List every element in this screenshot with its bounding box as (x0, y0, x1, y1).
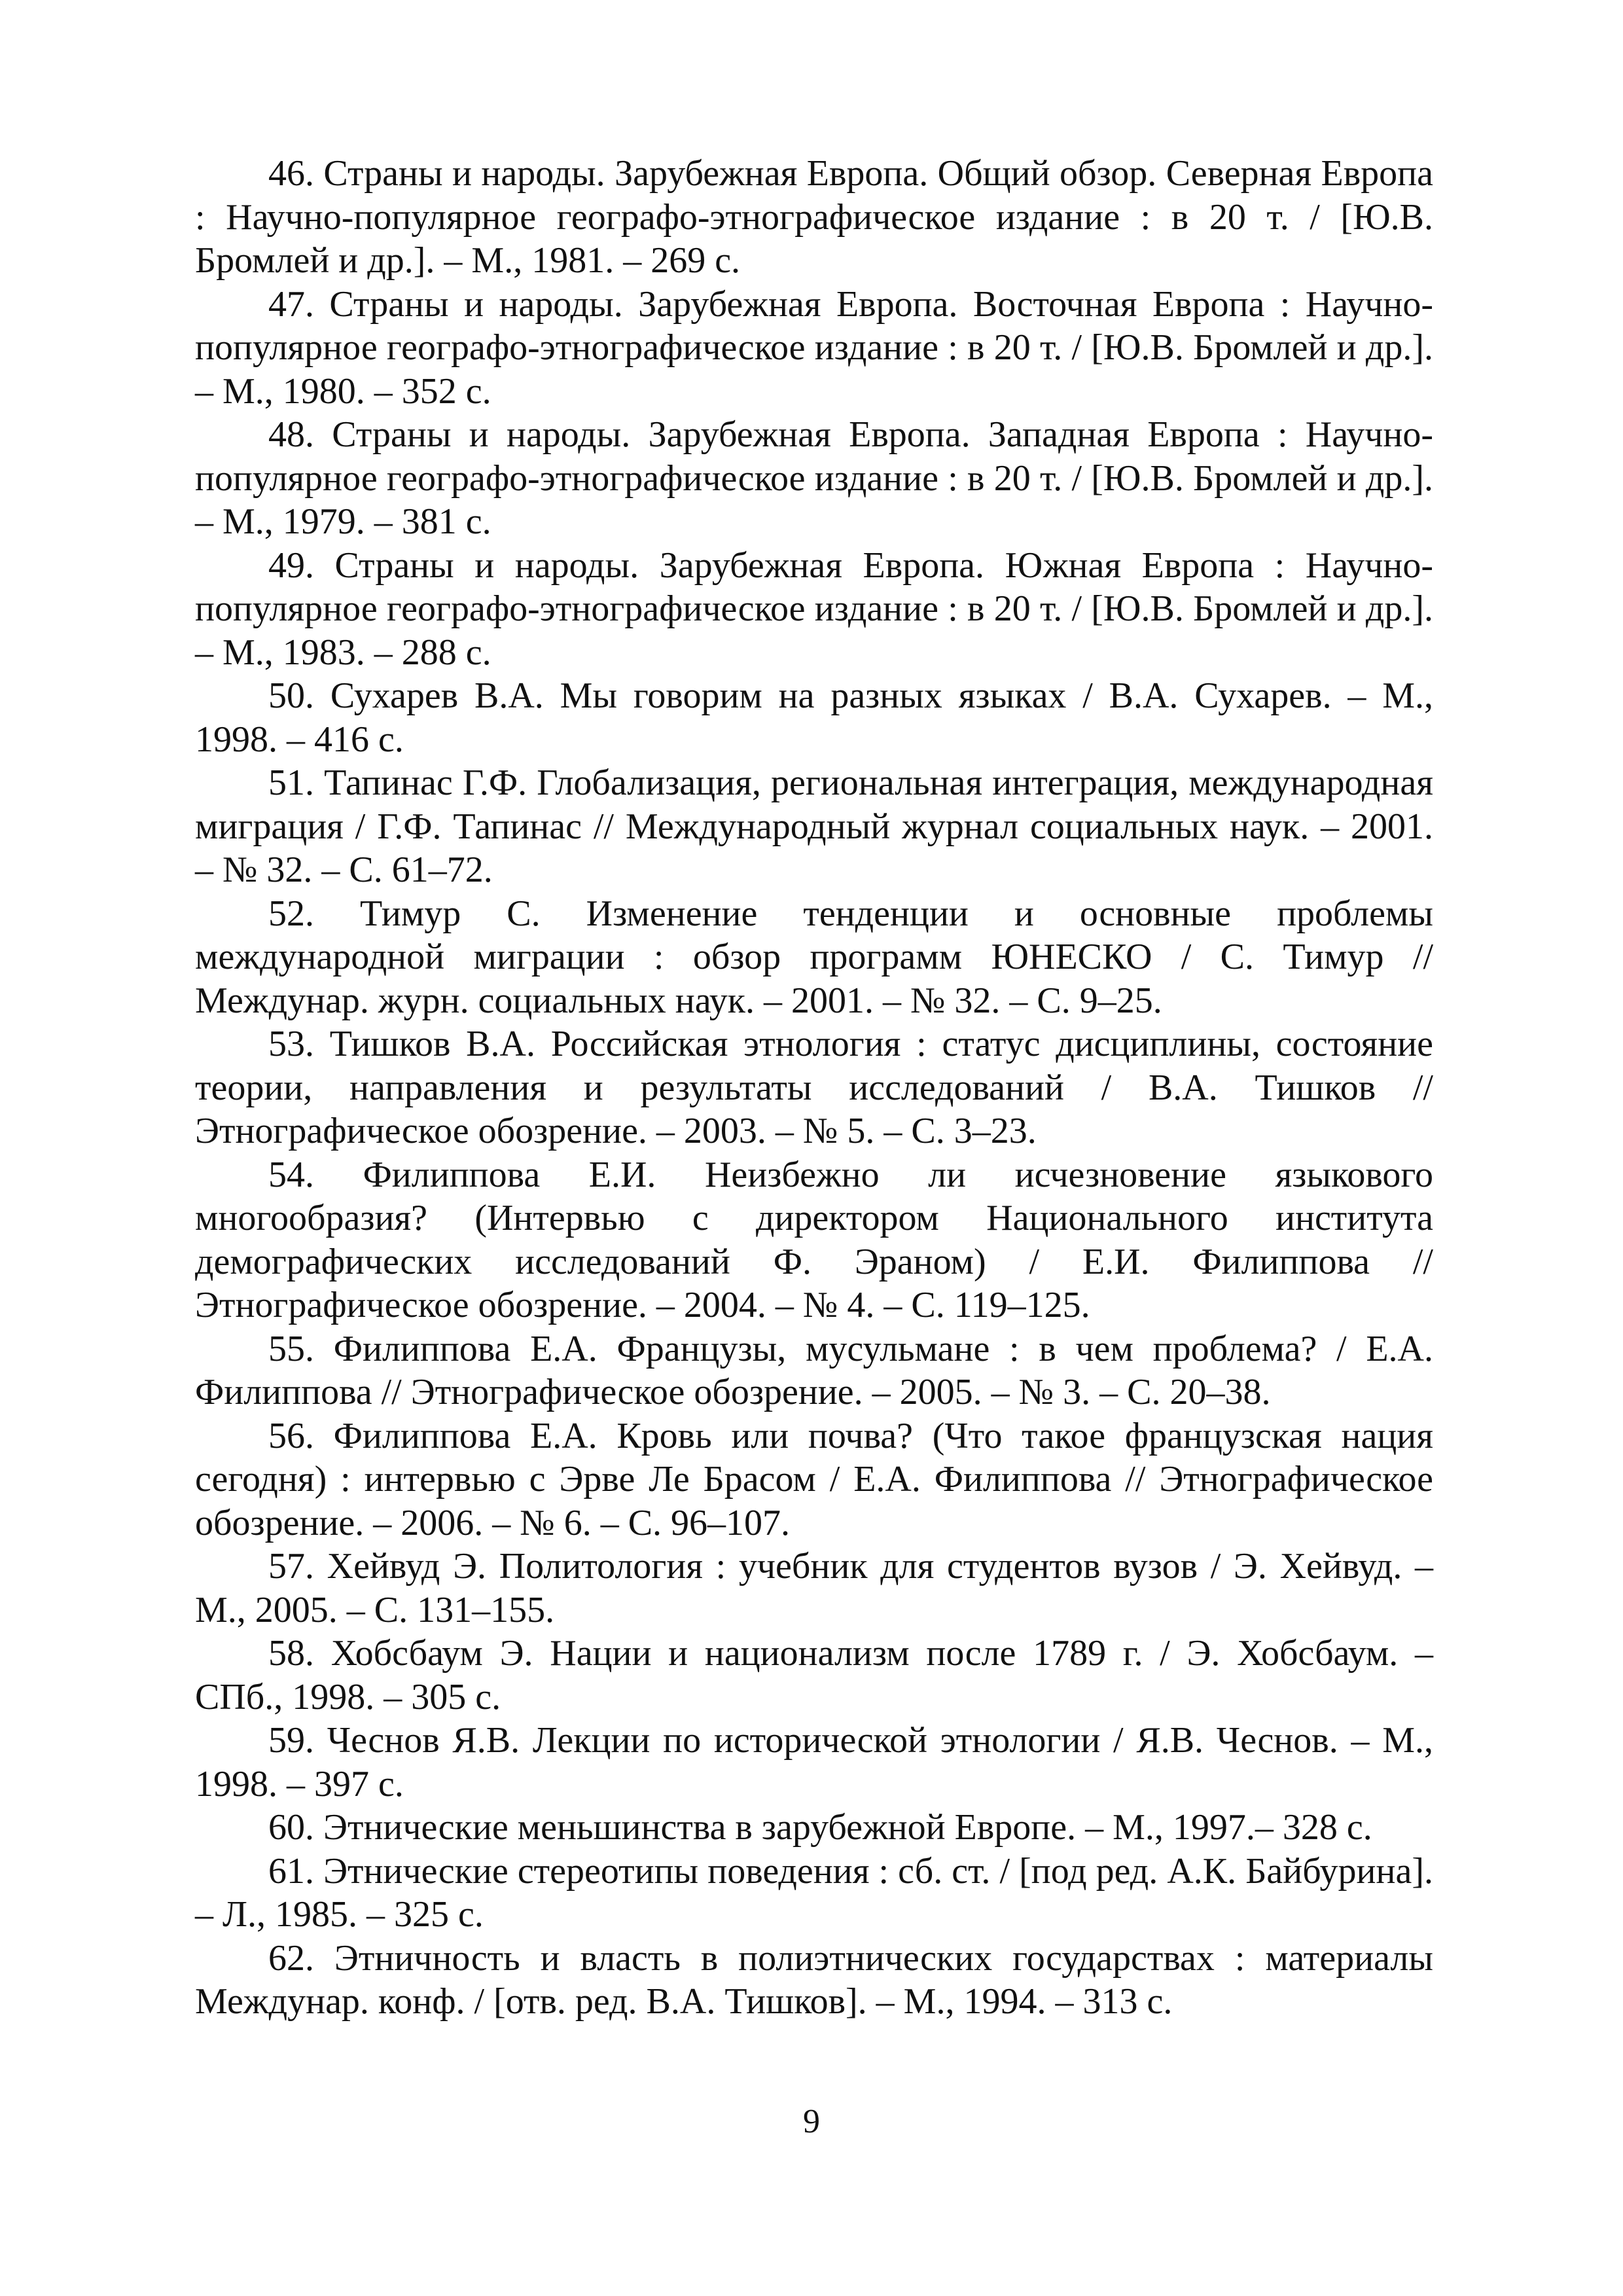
bibliography-list (195, 152, 1433, 2024)
bibliography-entry: 52. Тимур С. Изменение тенденции и основные проблемы международной миграции : обзор программ ЮНЕСКО / С. Тимур // Междунар. журн. социальных наук. – 2001. – № 32. – С. 9–25. (195, 893, 1433, 1021)
bibliography-entry: 54. Филиппова Е.И. Неизбежно ли исчезновение языкового многообразия? (Интервью с директором Национального института демографических исследований Ф. Эраном) / Е.И. Филиппова // Этнографическое обозрение. – 2004. – № 4. – С. 119–125. (195, 1154, 1433, 1325)
bibliography-entry: 56. Филиппова Е.А. Кровь или почва? (Что такое французская нация сегодня) : интервью с Эрве Ле Брасом / Е.А. Филиппова // Этнографическое обозрение. – 2006. – № 6. – С. 96–107. (195, 1415, 1433, 1543)
bibliography-entry: 46. Страны и народы. Зарубежная Европа. Общий обзор. Северная Европа : Научно-популярное географо-этнографическое издание : в 20 т. / [Ю.В. Бромлей и др.]. – М., 1981. – 269 с. (195, 153, 1433, 281)
bibliography-entry: 50. Сухарев В.А. Мы говорим на разных языках / В.А. Сухарев. – М., 1998. – 416 с. (195, 675, 1433, 760)
bibliography-entry: 58. Хобсбаум Э. Нации и национализм после 1789 г. / Э. Хобсбаум. – СПб., 1998. – 305 с. (195, 1633, 1433, 1717)
bibliography-entry: 59. Чеснов Я.В. Лекции по исторической этнологии / Я.В. Чеснов. – М., 1998. – 397 с. (195, 1720, 1433, 1804)
bibliography-entry: 53. Тишков В.А. Российская этнология : статус дисциплины, состояние теории, направления и результаты исследований / В.А. Тишков // Этнографическое обозрение. – 2003. – № 5. – С. 3–23. (195, 1024, 1433, 1151)
bibliography-entry: 48. Страны и народы. Зарубежная Европа. Западная Европа : Научно-популярное географо-этнографическое издание : в 20 т. / [Ю.В. Бромлей и др.]. – М., 1979. – 381 с. (195, 414, 1433, 542)
bibliography-entry: 61. Этнические стереотипы поведения : сб. ст. / [под ред. А.К. Байбурина]. – Л., 1985. – 325 с. (195, 1850, 1433, 1935)
bibliography-entry: 57. Хейвуд Э. Политология : учебник для студентов вузов / Э. Хейвуд. – М., 2005. – С. 131–155. (195, 1546, 1433, 1630)
bibliography-entry: 60. Этнические меньшинства в зарубежной Европе. – М., 1997.– 328 с. (268, 1807, 1372, 1848)
page-number: 9 (803, 2103, 820, 2140)
bibliography-entry: 62. Этничность и власть в полиэтнических государствах : материалы Междунар. конф. / [отв. ред. В.А. Тишков]. – М., 1994. – 313 с. (195, 1937, 1433, 2022)
bibliography-entry: 51. Тапинас Г.Ф. Глобализация, региональная интеграция, международная миграция / Г.Ф. Тапинас // Международный журнал социальных наук. – 2001. – № 32. – С. 61–72. (195, 762, 1433, 890)
bibliography-entry: 47. Страны и народы. Зарубежная Европа. Восточная Европа : Научно-популярное географо-этнографическое издание : в 20 т. / [Ю.В. Бромлей и др.]. – М., 1980. – 352 с. (195, 283, 1433, 412)
bibliography-entry: 49. Страны и народы. Зарубежная Европа. Южная Европа : Научно-популярное географо-этнографическое издание : в 20 т. / [Ю.В. Бромлей и др.]. – М., 1983. – 288 с. (195, 545, 1433, 673)
bibliography-entry: 55. Филиппова Е.А. Французы, мусульмане : в чем проблема? / Е.А. Филиппова // Этнографическое обозрение. – 2005. – № 3. – С. 20–38. (195, 1328, 1433, 1412)
